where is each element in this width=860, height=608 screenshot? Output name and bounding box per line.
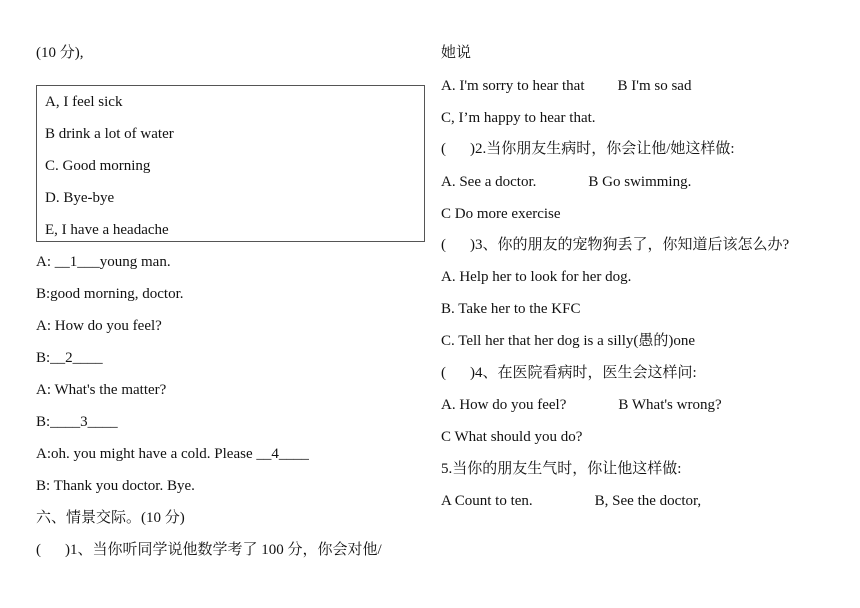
question-5-text: 5.当你的朋友生气时，你让他这样做: [441,461,682,477]
question-1-continued: 她说 [441,45,472,61]
q1-option-b: B I'm so sad [617,78,692,94]
dialogue-line: B:____3____ [36,414,118,430]
dialogue-line: B: Thank you doctor. Bye. [36,478,195,494]
answer-paren: ( [441,141,446,157]
q2-options-row [441,173,691,191]
question-1-text: )1、当你听同学说他数学考了 100 分，你会对他/ [65,542,382,558]
question-2-text: )2.当你朋友生病时，你会让他/她这样做: [470,141,735,157]
question-4 [441,364,697,382]
option-item: A, I feel sick [45,94,123,110]
q1-option-a: A. I'm sorry to hear that [441,78,585,94]
option-item: C. Good morning [45,158,151,174]
question-3 [441,236,789,254]
section-title: 六、情景交际。(10 分) [36,510,185,526]
question-3-text: )3、你的朋友的宠物狗丢了，你知道后该怎么办? [470,237,790,253]
q5-option-b: B, See the doctor, [594,493,702,509]
option-item: B drink a lot of water [45,126,174,142]
q2-option-c: C Do more exercise [441,206,561,222]
q5-options-row [441,492,701,510]
dialogue-line: B:good morning, doctor. [36,286,184,302]
question-4-text: )4、在医院看病时，医生会这样问: [470,365,697,381]
q2-option-a: A. See a doctor. [441,174,537,190]
q4-option-b: B What's wrong? [618,397,722,413]
q1-options-row [441,77,691,95]
score-note: (10 分), [36,45,84,61]
q3-option-a: A. Help her to look for her dog. [441,269,632,285]
dialogue-line: A: __1___young man. [36,254,171,270]
q2-option-b: B Go swimming. [588,174,692,190]
q4-options-row [441,396,722,414]
dialogue-line: A: What's the matter? [36,382,167,398]
answer-paren: ( [441,365,446,381]
q1-option-c: C, I’m happy to hear that. [441,110,596,126]
option-item: D. Bye-bye [45,190,115,206]
question-1 [36,541,382,559]
q4-option-a: A. How do you feel? [441,397,567,413]
q3-option-c: C. Tell her that her dog is a silly(愚的)one [441,333,696,349]
q5-option-a: A Count to ten. [441,493,533,509]
q4-option-c: C What should you do? [441,429,583,445]
dialogue-line: A:oh. you might have a cold. Please __4____ [36,446,309,462]
dialogue-line: A: How do you feel? [36,318,162,334]
answer-paren: ( [36,542,41,558]
q3-option-b: B. Take her to the KFC [441,301,581,317]
dialogue-line: B:__2____ [36,350,103,366]
option-item: E, I have a headache [45,222,169,238]
answer-paren: ( [441,237,446,253]
question-2 [441,140,735,158]
